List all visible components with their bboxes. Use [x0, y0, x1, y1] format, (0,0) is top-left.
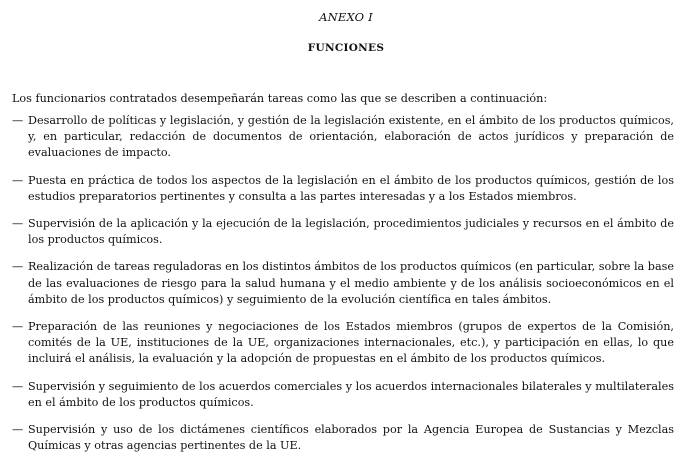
- list-dash: —: [12, 217, 24, 231]
- list-item: [12, 319, 674, 368]
- list-item-text: Supervisión y seguimiento de los acuerdos comerciales y los acuerdos internacionales bilaterales y multilaterales en el ámbito de los productos químicos.: [28, 379, 674, 409]
- list-dash: —: [12, 173, 24, 187]
- list-item: [12, 216, 674, 248]
- list-item-text: Realización de tareas reguladoras en los distintos ámbitos de los productos químicos (en particular, sobre la base de las evaluaciones de riesgo para la salud humana y el medio ambiente y de los análisis socioeconómicos en el ámbito de los productos químicos) y seguimiento de la evolución científica en tales ámbitos.: [28, 260, 674, 306]
- section-title: FUNCIONES: [307, 42, 385, 54]
- list-dash: —: [12, 114, 24, 127]
- list-item-text: Supervisión y uso de los dictámenes científicos elaborados por la Agencia Europea de Sustancias y Mezclas Químicas y otras agencias pertinentes de la UE.: [28, 423, 674, 453]
- list-item-text: Supervisión de la aplicación y la ejecución de la legislación, procedimientos judiciales y recursos en el ámbito de los productos químicos.: [28, 217, 674, 247]
- intro-paragraph: Los funcionarios contratados desempeñarán tareas como las que se describen a continuación:: [12, 92, 548, 105]
- annex-title: ANEXO I: [319, 10, 373, 24]
- list-item-text: Desarrollo de políticas y legislación, y gestión de la legislación existente, en el ámbito de los productos químicos, y, en particular, redacción de documentos de orientación, elaboración de actos jurídicos y preparación de evaluaciones de impacto.: [28, 114, 674, 160]
- list-item-text: Puesta en práctica de todos los aspectos de la legislación en el ámbito de los productos químicos, gestión de los estudios preparatorios pertinentes y consulta a las partes interesadas y a los Estados miembros.: [28, 173, 674, 203]
- list-item: [12, 113, 674, 162]
- list-dash: —: [12, 320, 24, 334]
- list-dash: —: [12, 423, 24, 437]
- list-dash: —: [12, 379, 24, 393]
- function-list: [12, 113, 674, 465]
- list-item: [12, 259, 674, 308]
- list-item: [12, 173, 674, 205]
- list-item-text: Preparación de las reuniones y negociaciones de los Estados miembros (grupos de expertos de la Comisión, comités de la UE, instituciones de la UE, organizaciones internacionales, etc.), y participación en ellas, lo que incluirá el análisis, la evaluación y la adopción de propuestas en el ámbito de los productos químicos.: [28, 320, 674, 366]
- list-dash: —: [12, 260, 24, 274]
- list-item: [12, 379, 674, 411]
